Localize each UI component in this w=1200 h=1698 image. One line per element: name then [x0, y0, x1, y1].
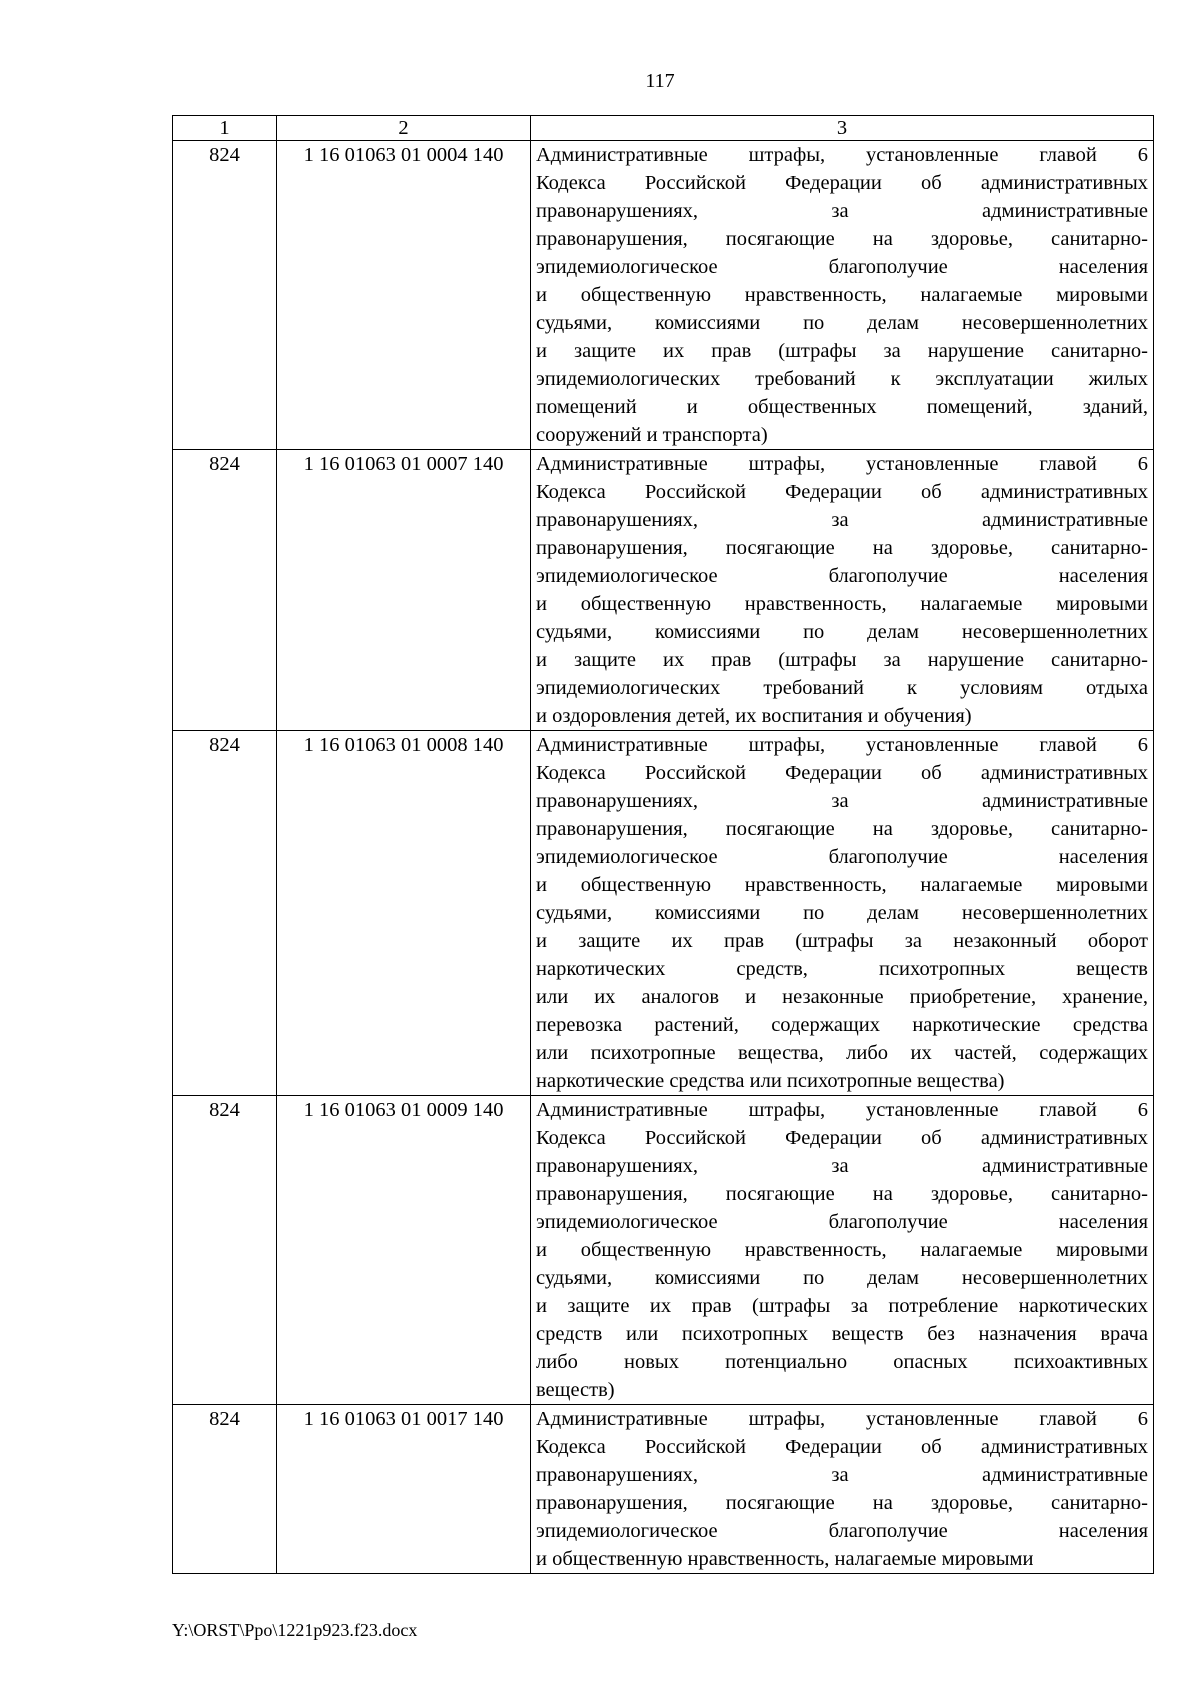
description-line: наркотические средства или психотропные вещества)	[536, 1070, 1005, 1092]
description-line: Кодекса Российской Федерации об административных	[536, 481, 1148, 503]
header-col-3: 3	[531, 116, 1154, 141]
description-line: и защите их прав (штрафы за нарушение санитарно-	[536, 649, 1148, 671]
kbk-code-cell: 1 16 01063 01 0004 140	[277, 141, 531, 450]
table-row	[173, 1405, 1154, 1574]
description-line: веществ)	[536, 1379, 615, 1401]
description-line: Кодекса Российской Федерации об административных	[536, 762, 1148, 784]
description-cell	[531, 450, 1154, 731]
description-line: правонарушения, посягающие на здоровье, санитарно-	[536, 1492, 1148, 1514]
kbk-code-cell: 1 16 01063 01 0008 140	[277, 731, 531, 1096]
description-line: правонарушения, посягающие на здоровье, санитарно-	[536, 1183, 1148, 1205]
table-row	[173, 450, 1154, 731]
description-line: эпидемиологических требований к условиям отдыха	[536, 677, 1148, 699]
table-row	[173, 1096, 1154, 1405]
description-line: и общественную нравственность, налагаемые мировыми	[536, 593, 1148, 615]
description-line: и общественную нравственность, налагаемые мировыми	[536, 1548, 1034, 1570]
table-row	[173, 731, 1154, 1096]
description-line: Кодекса Российской Федерации об административных	[536, 172, 1148, 194]
description-line: Административные штрафы, установленные главой 6	[536, 453, 1148, 475]
description-line: Кодекса Российской Федерации об административных	[536, 1436, 1148, 1458]
kbk-code-cell: 1 16 01063 01 0009 140	[277, 1096, 531, 1405]
description-line: судьями, комиссиями по делам несовершеннолетних	[536, 312, 1148, 334]
description-line: средств или психотропных веществ без назначения врача	[536, 1323, 1148, 1345]
description-line: правонарушениях, за административные	[536, 1464, 1148, 1486]
kbk-code-cell: 1 16 01063 01 0007 140	[277, 450, 531, 731]
table-row	[173, 141, 1154, 450]
table-header-row	[173, 116, 1154, 141]
description-line: правонарушения, посягающие на здоровье, санитарно-	[536, 537, 1148, 559]
description-line: эпидемиологическое благополучие населения	[536, 256, 1148, 278]
description-cell	[531, 731, 1154, 1096]
admin-code-cell: 824	[173, 450, 277, 731]
description-line: правонарушения, посягающие на здоровье, санитарно-	[536, 228, 1148, 250]
description-cell	[531, 1096, 1154, 1405]
description-line: правонарушениях, за административные	[536, 509, 1148, 531]
description-cell	[531, 1405, 1154, 1574]
description-line: правонарушениях, за административные	[536, 1155, 1148, 1177]
description-line: эпидемиологическое благополучие населения	[536, 565, 1148, 587]
admin-code-cell: 824	[173, 1405, 277, 1574]
description-line: эпидемиологическое благополучие населения	[536, 1520, 1148, 1542]
budget-codes-table	[172, 115, 1154, 1574]
description-line: эпидемиологическое благополучие населения	[536, 1211, 1148, 1233]
description-line: Административные штрафы, установленные главой 6	[536, 1408, 1148, 1430]
header-col-2: 2	[277, 116, 531, 141]
description-line: или их аналогов и незаконные приобретение, хранение,	[536, 986, 1148, 1008]
description-line: Кодекса Российской Федерации об административных	[536, 1127, 1148, 1149]
description-line: и общественную нравственность, налагаемые мировыми	[536, 1239, 1148, 1261]
description-line: правонарушениях, за административные	[536, 790, 1148, 812]
description-line: и защите их прав (штрафы за нарушение санитарно-	[536, 340, 1148, 362]
admin-code-cell: 824	[173, 731, 277, 1096]
file-path-footer: Y:\ORST\Ppo\1221p923.f23.docx	[172, 1620, 418, 1640]
description-line: Административные штрафы, установленные главой 6	[536, 144, 1148, 166]
description-line: или психотропные вещества, либо их частей, содержащих	[536, 1042, 1148, 1064]
description-line: эпидемиологическое благополучие населения	[536, 846, 1148, 868]
description-line: судьями, комиссиями по делам несовершеннолетних	[536, 1267, 1148, 1289]
description-line: помещений и общественных помещений, зданий,	[536, 396, 1148, 418]
description-line: сооружений и транспорта)	[536, 424, 768, 446]
description-line: и защите их прав (штрафы за незаконный оборот	[536, 930, 1148, 952]
page-number: 117	[645, 70, 675, 92]
description-line: Административные штрафы, установленные главой 6	[536, 734, 1148, 756]
description-line: судьями, комиссиями по делам несовершеннолетних	[536, 902, 1148, 924]
kbk-code-cell: 1 16 01063 01 0017 140	[277, 1405, 531, 1574]
description-line: перевозка растений, содержащих наркотические средства	[536, 1014, 1148, 1036]
description-line: и оздоровления детей, их воспитания и обучения)	[536, 705, 972, 727]
admin-code-cell: 824	[173, 1096, 277, 1405]
description-line: правонарушения, посягающие на здоровье, санитарно-	[536, 818, 1148, 840]
description-line: и общественную нравственность, налагаемые мировыми	[536, 284, 1148, 306]
description-cell	[531, 141, 1154, 450]
description-line: наркотических средств, психотропных веществ	[536, 958, 1148, 980]
description-line: правонарушениях, за административные	[536, 200, 1148, 222]
description-line: судьями, комиссиями по делам несовершеннолетних	[536, 621, 1148, 643]
description-line: и общественную нравственность, налагаемые мировыми	[536, 874, 1148, 896]
description-line: эпидемиологических требований к эксплуатации жилых	[536, 368, 1148, 390]
description-line: Административные штрафы, установленные главой 6	[536, 1099, 1148, 1121]
header-col-1: 1	[173, 116, 277, 141]
description-line: либо новых потенциально опасных психоактивных	[536, 1351, 1148, 1373]
description-line: и защите их прав (штрафы за потребление наркотических	[536, 1295, 1148, 1317]
admin-code-cell: 824	[173, 141, 277, 450]
